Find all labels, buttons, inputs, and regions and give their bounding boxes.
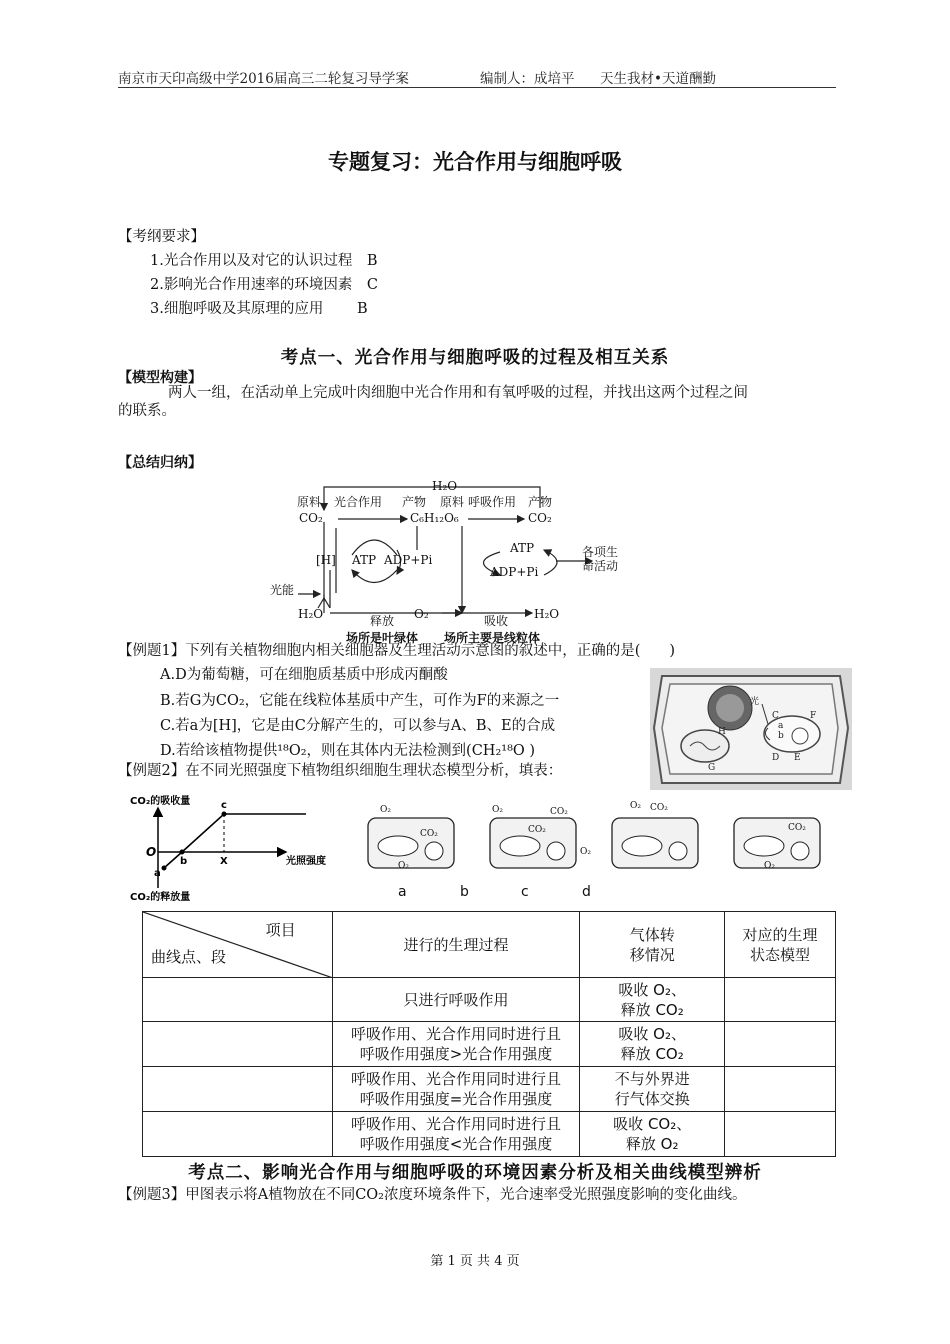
example1-option: D.若给该植物提供¹⁸O₂，则在其体内无法检测到(CH₂¹⁸O ) — [160, 743, 536, 759]
answer-cell[interactable] — [725, 978, 836, 1022]
model-label-a: a — [398, 884, 407, 900]
process-cell: 呼吸作用、光合作用同时进行且 呼吸作用强度<光合作用强度 — [332, 1112, 580, 1157]
gas-label: CO₂ — [650, 803, 668, 813]
header-item: 项目 — [265, 921, 296, 939]
gas-cell: 吸收 O₂、 释放 CO₂ — [580, 1022, 725, 1067]
gas-cell: 吸收 O₂、 释放 CO₂ — [580, 978, 725, 1022]
page-title: 专题复习：光合作用与细胞呼吸 — [328, 150, 622, 174]
example1-option: C.若a为[H]，它是由C分解产生的，可以参与A、B、E的合成 — [160, 718, 556, 734]
process-cell: 呼吸作用、光合作用同时进行且 呼吸作用强度=光合作用强度 — [332, 1067, 580, 1112]
cell-label: 光 — [750, 697, 760, 707]
flow-label: CO₂ — [299, 511, 323, 525]
flow-label: ADP+Pi — [384, 553, 433, 567]
syllabus-item: 1.光合作用以及对它的认识过程 B — [150, 253, 378, 269]
curve-label: a — [154, 868, 161, 879]
model-label-c: c — [521, 884, 529, 900]
state-table — [142, 911, 836, 1157]
cell-label: G — [708, 763, 716, 773]
model-heading: 【模型构建】 — [118, 370, 202, 386]
header-point: 曲线点、段 — [151, 948, 227, 966]
header-model: 对应的生理 状态模型 — [725, 912, 836, 978]
gas-label: O₂ — [580, 847, 591, 857]
model-label-b: b — [460, 884, 469, 900]
syllabus-heading: 【考纲要求】 — [118, 229, 205, 245]
flow-label: ATP — [352, 553, 377, 567]
model-text: 两人一组，在活动单上完成叶肉细胞中光合作用和有氧呼吸的过程，并找出这两个过程之间 — [168, 385, 748, 401]
answer-cell[interactable] — [725, 1022, 836, 1067]
flow-label: [H] — [316, 553, 336, 567]
example3-stem: 【例题3】甲图表示将A植物放在不同CO₂浓度环境条件下，光合速率受光照强度影响的变化曲线。 — [118, 1187, 747, 1203]
flow-label: ADP+Pi — [490, 565, 539, 579]
flow-label: 原料 — [440, 495, 465, 509]
answer-cell[interactable] — [725, 1112, 836, 1157]
gas-label: O₂ — [492, 805, 503, 815]
cell-label: F — [810, 711, 817, 721]
syllabus-item: 2.影响光合作用速率的环境因素 C — [150, 277, 378, 293]
cell-label: H — [718, 727, 726, 737]
flow-label: C₆H₁₂O₆ — [410, 511, 459, 525]
curve-label: CO₂的释放量 — [130, 892, 191, 903]
plant-cell-illustration — [650, 668, 852, 790]
section-title: 考点一、光合作用与细胞呼吸的过程及相互关系 — [280, 348, 670, 368]
curve-label: 光照强度 — [286, 856, 326, 867]
process-cell: 只进行呼吸作用 — [332, 978, 580, 1022]
summary-heading: 【总结归纳】 — [118, 455, 202, 471]
example1-option: B.若G为CO₂，它能在线粒体基质中产生，可作为F的来源之一 — [160, 693, 560, 709]
flow-label: H₂O — [432, 479, 458, 493]
model-text: 的联系。 — [118, 403, 176, 419]
answer-cell[interactable] — [725, 1067, 836, 1112]
curve-label: CO₂的吸收量 — [130, 796, 191, 807]
answer-cell[interactable] — [143, 978, 333, 1022]
page-header — [118, 67, 836, 88]
model-b — [490, 805, 591, 868]
flow-label: 释放 — [370, 614, 395, 628]
editor: 编制人：成培平 — [480, 71, 575, 87]
page-footer: 第 1 页 共 4 页 — [430, 1254, 520, 1269]
model-d — [734, 818, 820, 871]
cell-label: D — [772, 753, 780, 763]
section-title: 考点二、影响光合作用与细胞呼吸的环境因素分析及相关曲线模型辨析 — [188, 1163, 762, 1183]
example1-stem: 【例题1】下列有关植物细胞内相关细胞器及生理活动示意图的叙述中，正确的是( ) — [118, 643, 676, 659]
answer-cell[interactable] — [143, 1022, 333, 1067]
table-row — [143, 1022, 836, 1067]
flow-label: 场所主要是线粒体 — [444, 631, 541, 645]
curve-label: b — [180, 856, 188, 867]
photosynthesis-respiration-diagram — [262, 470, 662, 648]
diagonal-header-cell — [143, 912, 333, 978]
process-cell: 呼吸作用、光合作用同时进行且 呼吸作用强度>光合作用强度 — [332, 1022, 580, 1067]
example1-option: A.D为葡萄糖，可在细胞质基质中形成丙酮酸 — [160, 667, 448, 683]
motto: 天生我材•天道酬勤 — [600, 71, 716, 87]
table-row — [143, 1067, 836, 1112]
gas-label: CO₂ — [550, 807, 568, 817]
curve-label: X — [220, 856, 228, 867]
syllabus-item: 3.细胞呼吸及其原理的应用 B — [150, 301, 368, 317]
flow-label: 场所是叶绿体 — [346, 631, 419, 645]
flow-label: H₂O — [298, 607, 324, 621]
cell-label: a — [778, 721, 784, 731]
flow-label: 各项生命活动 — [582, 545, 619, 573]
gas-cell: 不与外界进 行气体交换 — [580, 1067, 725, 1112]
flow-label: 产物 — [402, 495, 427, 509]
cell-state-models — [362, 796, 842, 876]
curve-label: O — [146, 845, 157, 859]
cell-label: E — [794, 753, 801, 763]
gas-label: O₂ — [398, 861, 409, 871]
model-label-d: d — [582, 884, 591, 900]
gas-cell: 吸收 CO₂、 释放 O₂ — [580, 1112, 725, 1157]
gas-label: CO₂ — [420, 829, 438, 839]
table-row — [143, 1112, 836, 1157]
flow-label: 光能 — [270, 583, 295, 597]
gas-label: O₂ — [630, 801, 641, 811]
cell-label: b — [778, 731, 784, 741]
flow-label: CO₂ — [528, 511, 552, 525]
flow-label: 光合作用 — [334, 495, 383, 509]
gas-label: O₂ — [764, 861, 775, 871]
header-gas: 气体转 移情况 — [580, 912, 725, 978]
flow-label: O₂ — [414, 607, 429, 621]
model-a — [368, 805, 454, 871]
school-name: 南京市天印高级中学2016届高三二轮复习导学案 — [118, 71, 409, 87]
example2-stem: 【例题2】在不同光照强度下植物组织细胞生理状态模型分析，填表： — [118, 763, 563, 779]
table-row — [143, 978, 836, 1022]
flow-label: H₂O — [534, 607, 560, 621]
answer-cell[interactable] — [143, 1067, 333, 1112]
model-c — [612, 801, 698, 868]
flow-label: ATP — [510, 541, 535, 555]
gas-label: CO₂ — [788, 823, 806, 833]
flow-label: 原料 — [297, 495, 322, 509]
gas-label: CO₂ — [528, 825, 546, 835]
header-process: 进行的生理过程 — [332, 912, 580, 978]
light-intensity-curve — [128, 790, 348, 906]
flow-label: 吸收 — [484, 614, 509, 628]
curve-label: c — [221, 800, 227, 811]
flow-label: 呼吸作用 — [468, 495, 517, 509]
flow-label: 产物 — [528, 495, 553, 509]
cell-label: C — [772, 711, 779, 721]
answer-cell[interactable] — [143, 1112, 333, 1157]
gas-label: O₂ — [380, 805, 391, 815]
